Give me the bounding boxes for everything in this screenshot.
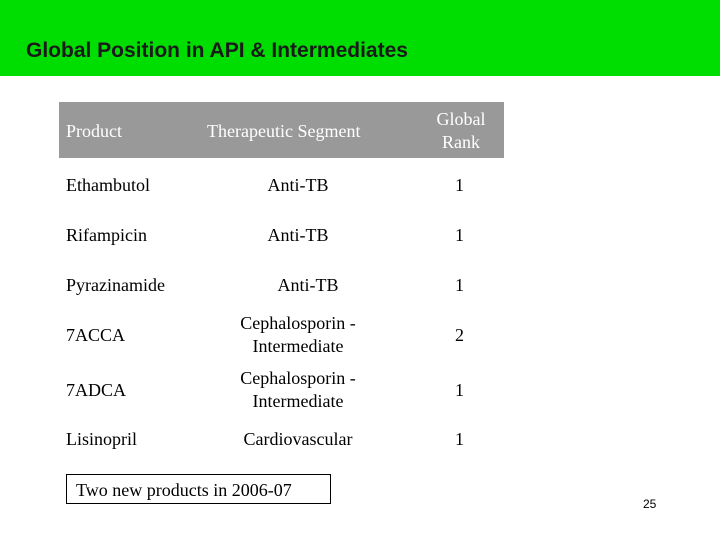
header-therapeutic-segment: Therapeutic Segment [207, 121, 361, 141]
row-3-rank: 1 [455, 275, 464, 295]
row-4-segment-line1: Cephalosporin - [240, 313, 356, 333]
row-2-segment: Anti-TB [267, 225, 329, 245]
note-text: Two new products in 2006-07 [76, 480, 292, 500]
header-global-rank-line2: Rank [442, 132, 480, 152]
row-6-product: Lisinopril [66, 429, 137, 449]
header-global-rank [421, 108, 501, 154]
row-6-segment: Cardiovascular [243, 429, 353, 449]
header-global-rank-line1: Global [436, 109, 486, 129]
row-4-product: 7ACCA [66, 325, 126, 345]
row-5-segment-line2: Intermediate [252, 391, 344, 411]
row-4-segment-line2: Intermediate [252, 336, 344, 356]
row-1-product: Ethambutol [66, 175, 150, 195]
row-1-rank: 1 [455, 175, 464, 195]
row-4-segment [200, 312, 396, 358]
row-3-product: Pyrazinamide [66, 275, 165, 295]
row-5-product: 7ADCA [66, 380, 127, 400]
row-6-rank: 1 [455, 429, 464, 449]
title-bar [0, 0, 720, 76]
page-number: 25 [643, 497, 657, 511]
row-2-rank: 1 [455, 225, 464, 245]
row-3-segment: Anti-TB [277, 275, 339, 295]
row-1-segment: Anti-TB [267, 175, 329, 195]
row-5-segment [200, 367, 396, 413]
row-5-segment-line1: Cephalosporin - [240, 368, 356, 388]
row-4-rank: 2 [455, 325, 464, 345]
header-product: Product [66, 121, 122, 141]
slide-title: Global Position in API & Intermediates [26, 39, 408, 62]
row-5-rank: 1 [455, 380, 464, 400]
row-2-product: Rifampicin [66, 225, 147, 245]
